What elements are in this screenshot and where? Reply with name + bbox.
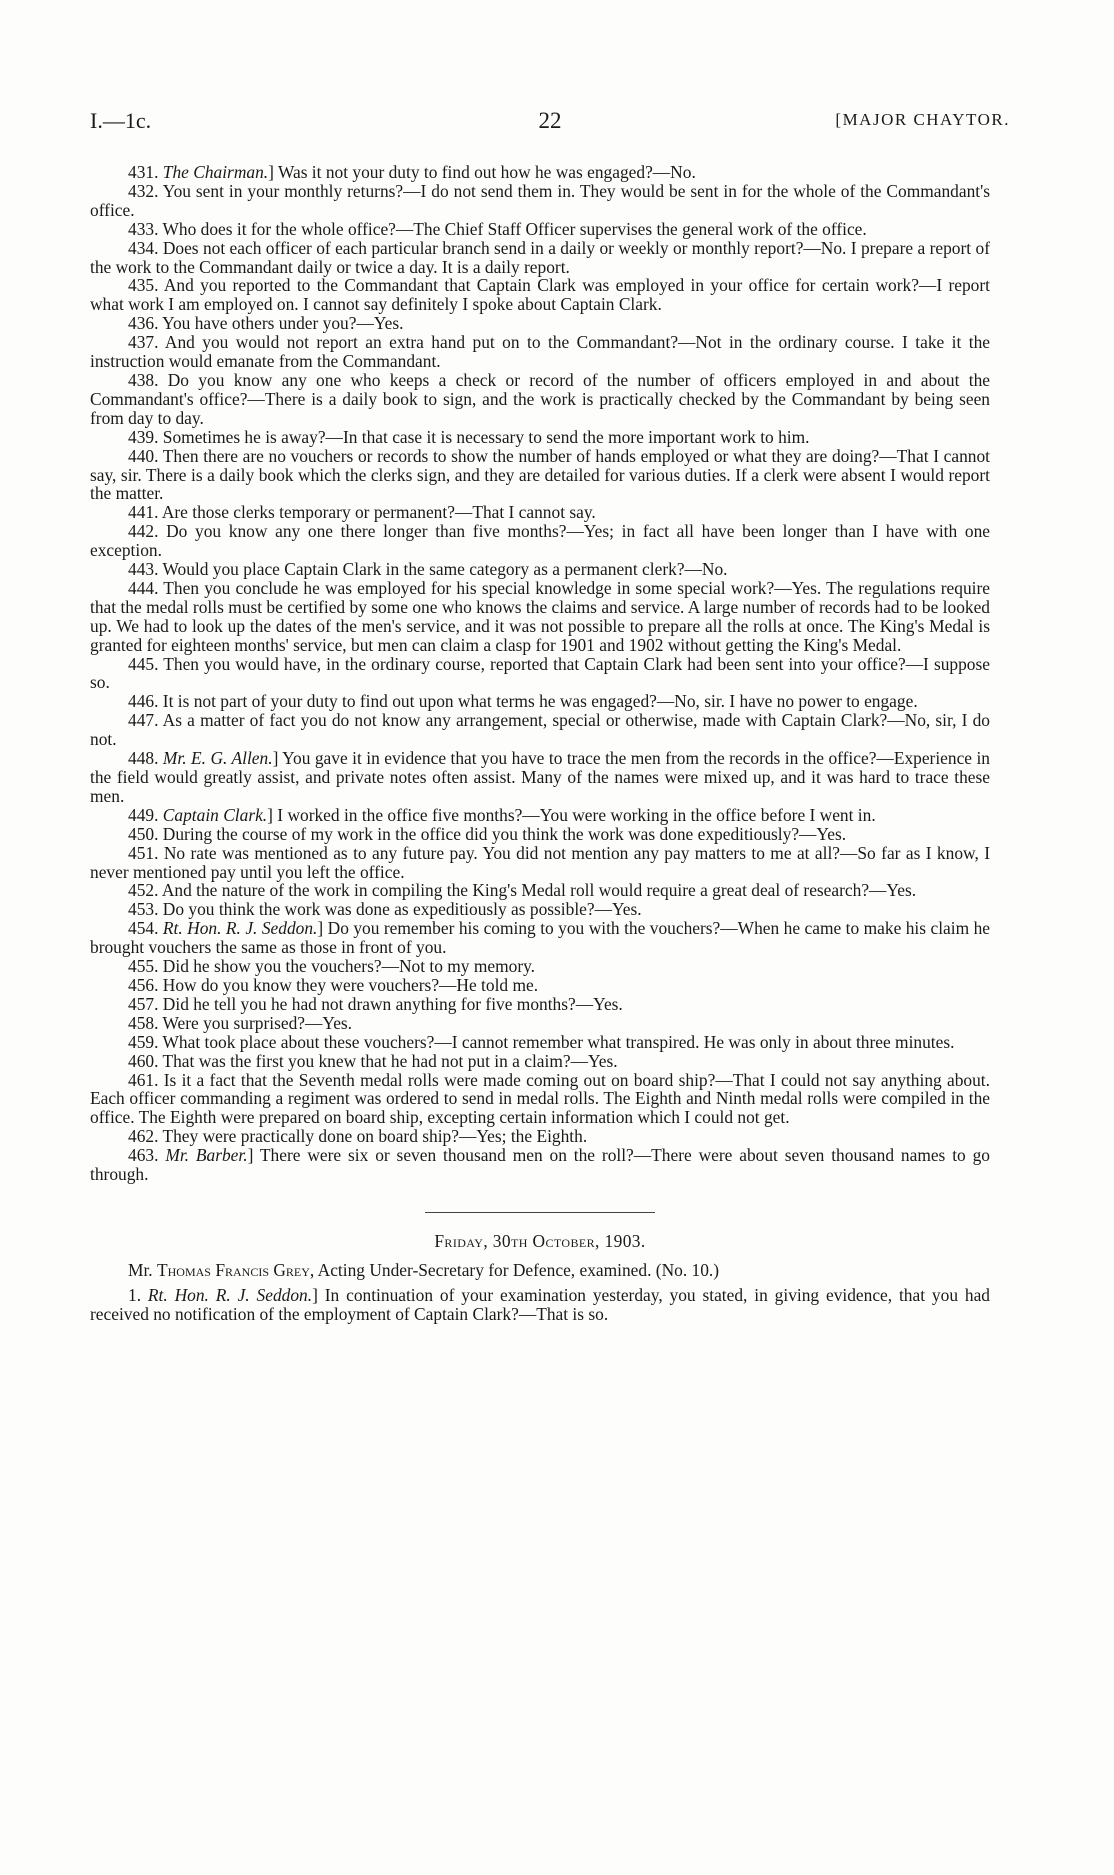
witness-name: Thomas Francis Grey (157, 1259, 310, 1280)
question-number: 457. (128, 993, 159, 1014)
speaker-name: The Chairman. (162, 162, 269, 182)
question-paragraph (90, 371, 990, 428)
speaker-name: Mr. Barber. (165, 1145, 248, 1166)
session-day: Friday (434, 1230, 484, 1251)
question-paragraph (90, 749, 990, 806)
question-text: Does not each officer of each particular branch send in a daily or weekly or monthly report?—No. I prepare a report of the work to the Commandant daily or twice a day. It is a daily report. (90, 237, 990, 277)
question-text: Then you would have, in the ordinary course, reported that Captain Clark had been sent into your office?—I suppose so. (90, 653, 990, 693)
question-number: 456. (128, 974, 159, 995)
page-header (90, 108, 1010, 138)
question-number: 444. (128, 577, 159, 598)
question-text: No rate was mentioned as to any future pay. You did not mention any pay matters to me at all?—So far as I know, I never mentioned pay until you left the office. (90, 842, 990, 882)
question-number: 442. (128, 521, 159, 542)
question-text: Was it not your duty to find out how he was engaged?—No. (273, 162, 696, 182)
question-text: There were six or seven thousand men on the roll?—There were about seven thousand names to go through. (90, 1145, 990, 1185)
question-number: 435. (128, 275, 159, 296)
question-paragraph (90, 447, 990, 504)
question-text: Is it a fact that the Seventh medal rolls were made coming out on board ship?—That I could not say anything about. Each officer commanding a regiment was ordered to send in medal rolls. The Eighth and Ninth medal rolls were compiled in the office. The Eighth were prepared on board ship, excepting certain information which I could not get. (90, 1069, 990, 1128)
question-text: During the course of my work in the office did you think the work was done expeditiously?—Yes. (162, 823, 847, 844)
question-text: And the nature of the work in compiling the King's Medal roll would require a great deal of research?—Yes. (161, 880, 917, 901)
question-paragraph (90, 579, 990, 655)
question-paragraph (90, 957, 990, 976)
question-number: 437. (128, 332, 159, 353)
document-reference: I.—1c. (90, 108, 152, 133)
question-number: 449. (128, 804, 159, 825)
question-number: 432. (128, 180, 159, 201)
question-number: 454. (128, 918, 159, 939)
question-text: Do you know any one who keeps a check or record of the number of officers employed in and about the Commandant's office?—There is a daily book to sign, and the work is practically checked by the Commandant by being seen from day to day. (90, 369, 990, 428)
question-number: 458. (128, 1012, 159, 1033)
question-text: Then you conclude he was employed for his special knowledge in some special work?—Yes. The regulations require that the medal rolls must be certified by some one who knows the claims and service. A large number of records had to be looked up. We had to look up the dates of the men's service, and it was not possible to prepare all the rolls at once. The King's Medal is granted for eighteen months' service, but men can claim a clasp for 1901 and 1902 without getting the King's Medal. (90, 577, 990, 655)
question-paragraph (90, 900, 990, 919)
question-paragraph (90, 1286, 990, 1324)
question-number: 451. (128, 842, 159, 863)
question-number: 433. (128, 218, 159, 239)
question-text: You sent in your monthly returns?—I do not send them in. They would be sent in for the whole of the Commandant's office. (90, 180, 990, 220)
question-paragraph (90, 333, 990, 371)
question-text: Do you remember his coming to you with the vouchers?—When he came to make his claim he brought vouchers the same as those in front of you. (90, 918, 990, 958)
question-paragraph (90, 1146, 990, 1184)
question-paragraph (90, 428, 990, 447)
question-text: What took place about these vouchers?—I cannot remember what transpired. He was only in about three minutes. (162, 1031, 955, 1052)
question-paragraph (90, 881, 990, 900)
question-text: It is not part of your duty to find out upon what terms he was engaged?—No, sir. I have no power to engage. (162, 691, 918, 712)
speaker-bracket: ] (272, 748, 279, 769)
question-number: 436. (128, 313, 159, 334)
question-number: 450. (128, 823, 159, 844)
question-number: 453. (128, 899, 159, 920)
question-text: You gave it in evidence that you have to trace the men from the records in the office?—Experience in the field would greatly assist, and private notes often assist. Many of the names were mixed up, and it was hard to trace these men. (90, 748, 991, 806)
speaker-bracket: ] (268, 162, 274, 182)
witness-description: , Acting Under-Secretary for Defence, examined. (No. 10.) (309, 1259, 720, 1280)
question-paragraph (90, 976, 990, 995)
evidence-questions-new-session (90, 1286, 990, 1324)
question-text: And you would not report an extra hand put on to the Commandant?—Not in the ordinary course. I take it the instruction would emanate from the Commandant. (90, 332, 990, 372)
question-text: I worked in the office five months?—You were working in the office before I went in. (272, 804, 876, 825)
question-text: Who does it for the whole office?—The Chief Staff Officer supervises the general work of the office. (162, 218, 867, 239)
speaker-name: Rt. Hon. R. J. Seddon. (162, 918, 318, 939)
question-paragraph (90, 314, 990, 333)
speaker-bracket: ] (267, 804, 273, 825)
question-number: 431. (128, 162, 159, 182)
question-paragraph (90, 220, 990, 239)
session-date (90, 1231, 990, 1251)
question-number: 448. (128, 748, 159, 769)
question-paragraph (90, 239, 990, 277)
section-divider (425, 1212, 655, 1213)
question-paragraph (90, 1127, 990, 1146)
question-text: They were practically done on board ship?—Yes; the Eighth. (162, 1126, 588, 1147)
question-paragraph (90, 560, 990, 579)
question-paragraph (90, 1071, 990, 1128)
question-text: Then there are no vouchers or records to show the number of hands employed or what they are doing?—That I cannot say, sir. There is a daily book which the clerks sign, and they are detailed for various duties. If a clerk were absent I would report the matter. (90, 445, 990, 504)
speaker-name: Mr. E. G. Allen. (162, 748, 273, 769)
question-number: 460. (128, 1050, 159, 1071)
question-number: 1. (128, 1284, 142, 1305)
question-number: 452. (128, 880, 159, 901)
page-number: 22 (538, 108, 562, 133)
question-number: 434. (128, 237, 159, 258)
question-paragraph (90, 1033, 990, 1052)
question-number: 440. (128, 445, 159, 466)
question-paragraph (90, 711, 990, 749)
question-text: Are those clerks temporary or permanent?—That I cannot say. (161, 502, 596, 523)
question-paragraph (90, 522, 990, 560)
question-text: Do you know any one there longer than five months?—Yes; in fact all have been longer than I have with one exception. (90, 521, 990, 561)
speaker-bracket: ] (312, 1284, 318, 1305)
question-number: 459. (128, 1031, 159, 1052)
question-text: Would you place Captain Clark in the same category as a permanent clerk?—No. (162, 559, 728, 580)
question-paragraph (90, 995, 990, 1014)
question-number: 462. (128, 1126, 159, 1147)
question-paragraph (90, 655, 990, 693)
question-number: 463. (128, 1145, 159, 1166)
question-number: 445. (128, 653, 159, 674)
speaker-name: Rt. Hon. R. J. Seddon. (147, 1284, 313, 1305)
question-paragraph (90, 825, 990, 844)
question-text: In continuation of your examination yesterday, you stated, in giving evidence, that you had received no notification of the employment of Captain Clark?—That is so. (90, 1284, 990, 1324)
question-text: Do you think the work was done as expeditiously as possible?—Yes. (162, 899, 642, 920)
question-text: How do you know they were vouchers?—He told me. (162, 974, 539, 995)
evidence-questions (90, 163, 990, 1184)
session-date-rest: , 30th October, 1903. (483, 1230, 646, 1251)
question-paragraph (90, 692, 990, 711)
question-text: Did he tell you he had not drawn anything for five months?—Yes. (162, 993, 623, 1014)
question-paragraph (90, 806, 990, 825)
question-paragraph (90, 182, 990, 220)
question-text: And you reported to the Commandant that Captain Clark was employed in your office for certain work?—I report what work I am employed on. I cannot say definitely I spoke about Captain Clark. (90, 275, 990, 315)
question-text: Were you surprised?—Yes. (162, 1012, 353, 1033)
question-paragraph (90, 844, 990, 882)
question-paragraph (90, 503, 990, 522)
question-number: 441. (128, 502, 159, 523)
question-number: 443. (128, 559, 159, 580)
speaker-bracket: ] (317, 918, 324, 939)
question-text: That was the first you knew that he had not put in a claim?—Yes. (162, 1050, 618, 1071)
question-paragraph (90, 163, 990, 182)
question-paragraph (90, 1052, 990, 1071)
question-paragraph (90, 1014, 990, 1033)
question-number: 461. (128, 1069, 159, 1090)
question-text: Sometimes he is away?—In that case it is necessary to send the more important work to him. (162, 426, 810, 447)
question-paragraph (90, 919, 990, 957)
speaker-name: Captain Clark. (162, 804, 268, 825)
document-body (90, 163, 990, 1324)
question-number: 446. (128, 691, 159, 712)
question-paragraph (90, 276, 990, 314)
witness-running-head: [MAJOR CHAYTOR. (835, 110, 1010, 129)
question-text: As a matter of fact you do not know any arrangement, special or otherwise, made with Captain Clark?—No, sir, I do not. (90, 710, 991, 750)
witness-line (90, 1260, 990, 1280)
question-number: 455. (128, 956, 159, 977)
question-text: You have others under you?—Yes. (162, 313, 404, 334)
speaker-bracket: ] (247, 1145, 254, 1166)
question-number: 438. (128, 369, 159, 390)
question-text: Did he show you the vouchers?—Not to my memory. (162, 956, 536, 977)
question-number: 439. (128, 426, 159, 447)
witness-title: Mr. (128, 1259, 153, 1280)
question-number: 447. (128, 710, 159, 731)
